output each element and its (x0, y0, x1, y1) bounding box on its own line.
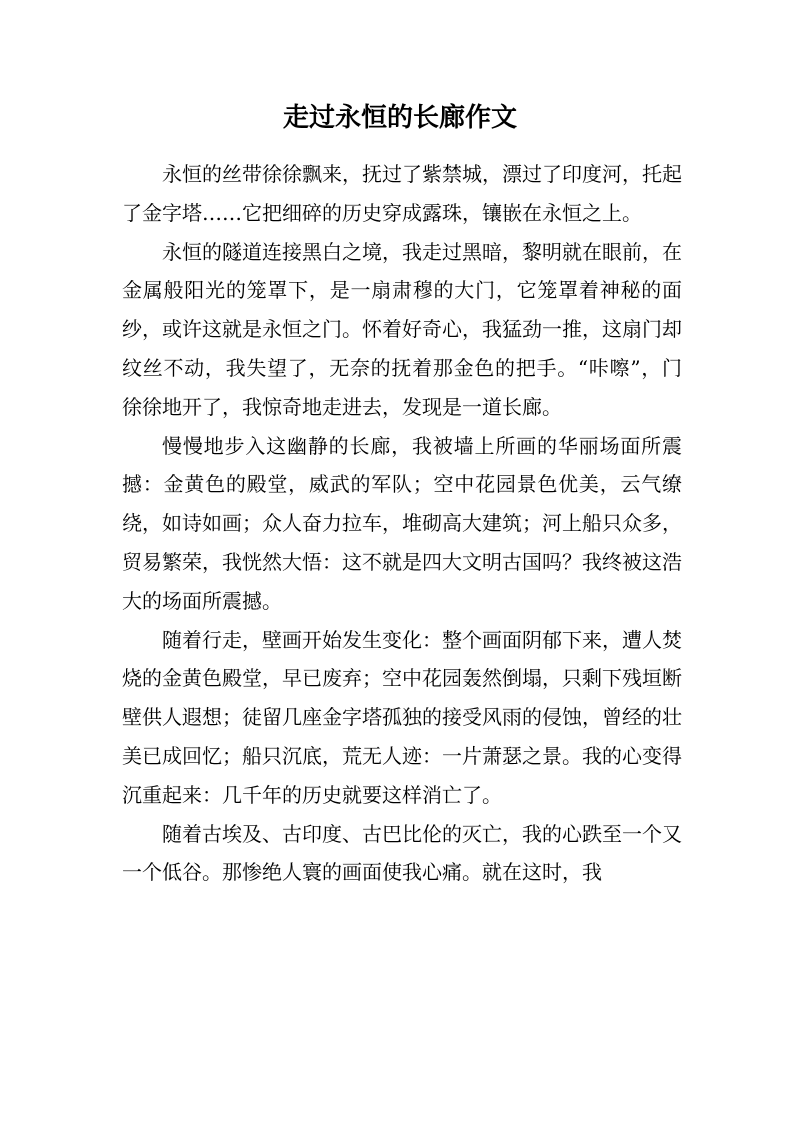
paragraph: 慢慢地步入这幽静的长廊，我被墙上所画的华丽场面所震撼：金黄色的殿堂，威武的军队；空中花园景色优美，云气缭绕，如诗如画；众人奋力拉车，堆砌高大建筑；河上船只众多，贸易繁荣，我恍然大悟：这不就是四大文明古国吗？我终被这浩大的场面所震撼。 (122, 433, 682, 613)
paragraph: 随着古埃及、古印度、古巴比伦的灭亡，我的心跌至一个又一个低谷。那惨绝人寰的画面使我心痛。就在这时，我 (122, 821, 682, 885)
document-title: 走过永恒的长廊作文 (282, 103, 517, 133)
paragraph: 随着行走，壁画开始发生变化：整个画面阴郁下来，遭人焚烧的金黄色殿堂，早已废弃；空中花园轰然倒塌，只剩下残垣断壁供人遐想；徒留几座金字塔孤独的接受风雨的侵蚀，曾经的壮美已成回忆；船只沉底，荒无人迹：一片萧瑟之景。我的心变得沉重起来：几千年的历史就要这样消亡了。 (122, 627, 682, 807)
paragraph: 永恒的丝带徐徐飘来，抚过了紫禁城，漂过了印度河，托起了金字塔……它把细碎的历史穿成露珠，镶嵌在永恒之上。 (122, 162, 682, 225)
document-body (122, 155, 682, 892)
paragraph: 永恒的隧道连接黑白之境，我走过黑暗，黎明就在眼前，在金属般阳光的笼罩下，是一扇肃穆的大门，它笼罩着神秘的面纱，或许这就是永恒之门。怀着好奇心，我猛劲一推，这扇门却纹丝不动，我失望了，无奈的抚着那金色的把手。“咔嚓”，门徐徐地开了，我惊奇地走进去，发现是一道长廊。 (122, 239, 682, 419)
